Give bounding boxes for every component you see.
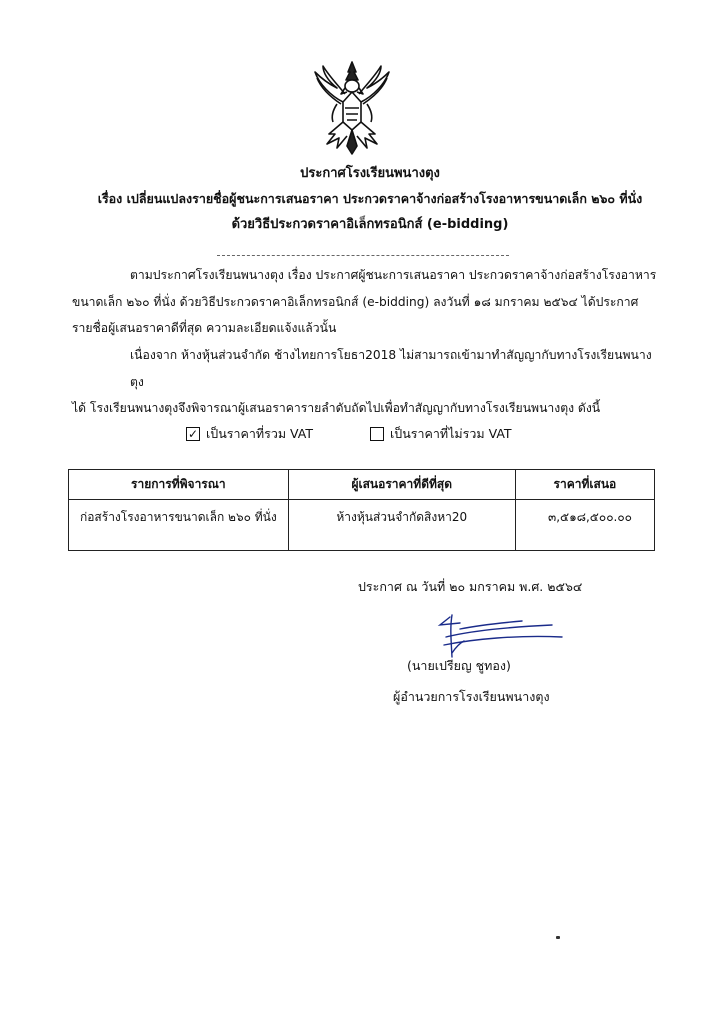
vat-excluded-label: เป็นราคาที่ไม่รวม VAT [390, 426, 512, 441]
unchecked-checkbox-icon [370, 427, 384, 441]
announcement-date: ประกาศ ณ วันที่ ๒๐ มกราคม พ.ศ. ๒๕๖๔ [358, 579, 583, 594]
scan-speck [556, 936, 560, 939]
cell-item: ก่อสร้างโรงอาหารขนาดเล็ก ๒๖๐ ที่นั่ง [69, 500, 289, 551]
cell-bidder: ห้างหุ้นส่วนจำกัดสิงหา20 [288, 500, 515, 551]
vat-included-option [186, 424, 313, 444]
checked-checkbox-icon: ✓ [187, 427, 199, 441]
cell-price: ๓,๕๑๘,๕๐๐.๐๐ [515, 500, 654, 551]
header-item: รายการที่พิจารณา [69, 470, 289, 500]
announcement-title: ประกาศโรงเรียนพนางตุง [300, 166, 440, 181]
table-header-row [69, 470, 655, 500]
header-bidder: ผู้เสนอราคาที่ดีที่สุด [288, 470, 515, 500]
announcement-subject: เรื่อง เปลี่ยนแปลงรายชื่อผู้ชนะการเสนอราคา ประกวดราคาจ้างก่อสร้างโรงอาหารขนาดเล็ก ๒๖๐ ที่นั่ง [97, 191, 643, 206]
title-divider [217, 255, 509, 256]
paragraph-1 [72, 262, 660, 342]
paragraph-2-line-1: เนื่องจาก ห้างหุ้นส่วนจำกัด ช้างไทยการโยธา2018 ไม่สามารถเข้ามาทำสัญญากับทางโรงเรียนพนางตุง [130, 348, 652, 389]
header-price: ราคาที่เสนอ [515, 470, 654, 500]
signer-name: (นายเปรียญ ชูทอง) [407, 658, 511, 673]
signer-role: ผู้อำนวยการโรงเรียนพนางตุง [393, 689, 550, 704]
paragraph-1-line-2: ขนาดเล็ก ๒๖๐ ที่นั่ง ด้วยวิธีประกวดราคาอิเล็กทรอนิกส์ (e-bidding) ลงวันที่ ๑๘ มกราคม ๒๕๖๔ ได้ประกาศ [72, 294, 639, 309]
announcement-method: ด้วยวิธีประกวดราคาอิเล็กทรอนิกส์ (e-bidding) [231, 217, 509, 232]
table-row [69, 500, 655, 551]
vat-excluded-option [370, 424, 512, 444]
paragraph-1-line-3: รายชื่อผู้เสนอราคาดีที่สุด ความละเอียดแจ้งแล้วนั้น [72, 321, 337, 335]
paragraph-2 [72, 342, 660, 422]
paragraph-1-line-1: ตามประกาศโรงเรียนพนางตุง เรื่อง ประกาศผู้ชนะการเสนอราคา ประกวดราคาจ้างก่อสร้างโรงอาหาร [130, 268, 657, 282]
vat-included-label: เป็นราคาที่รวม VAT [206, 426, 314, 441]
winner-table [68, 469, 655, 551]
paragraph-2-line-2: ได้ โรงเรียนพนางตุงจึงพิจารณาผู้เสนอราคารายลำดับถัดไปเพื่อทำสัญญากับทางโรงเรียนพนางตุง ดังนี้ [72, 401, 601, 415]
garuda-emblem-icon [307, 58, 397, 158]
